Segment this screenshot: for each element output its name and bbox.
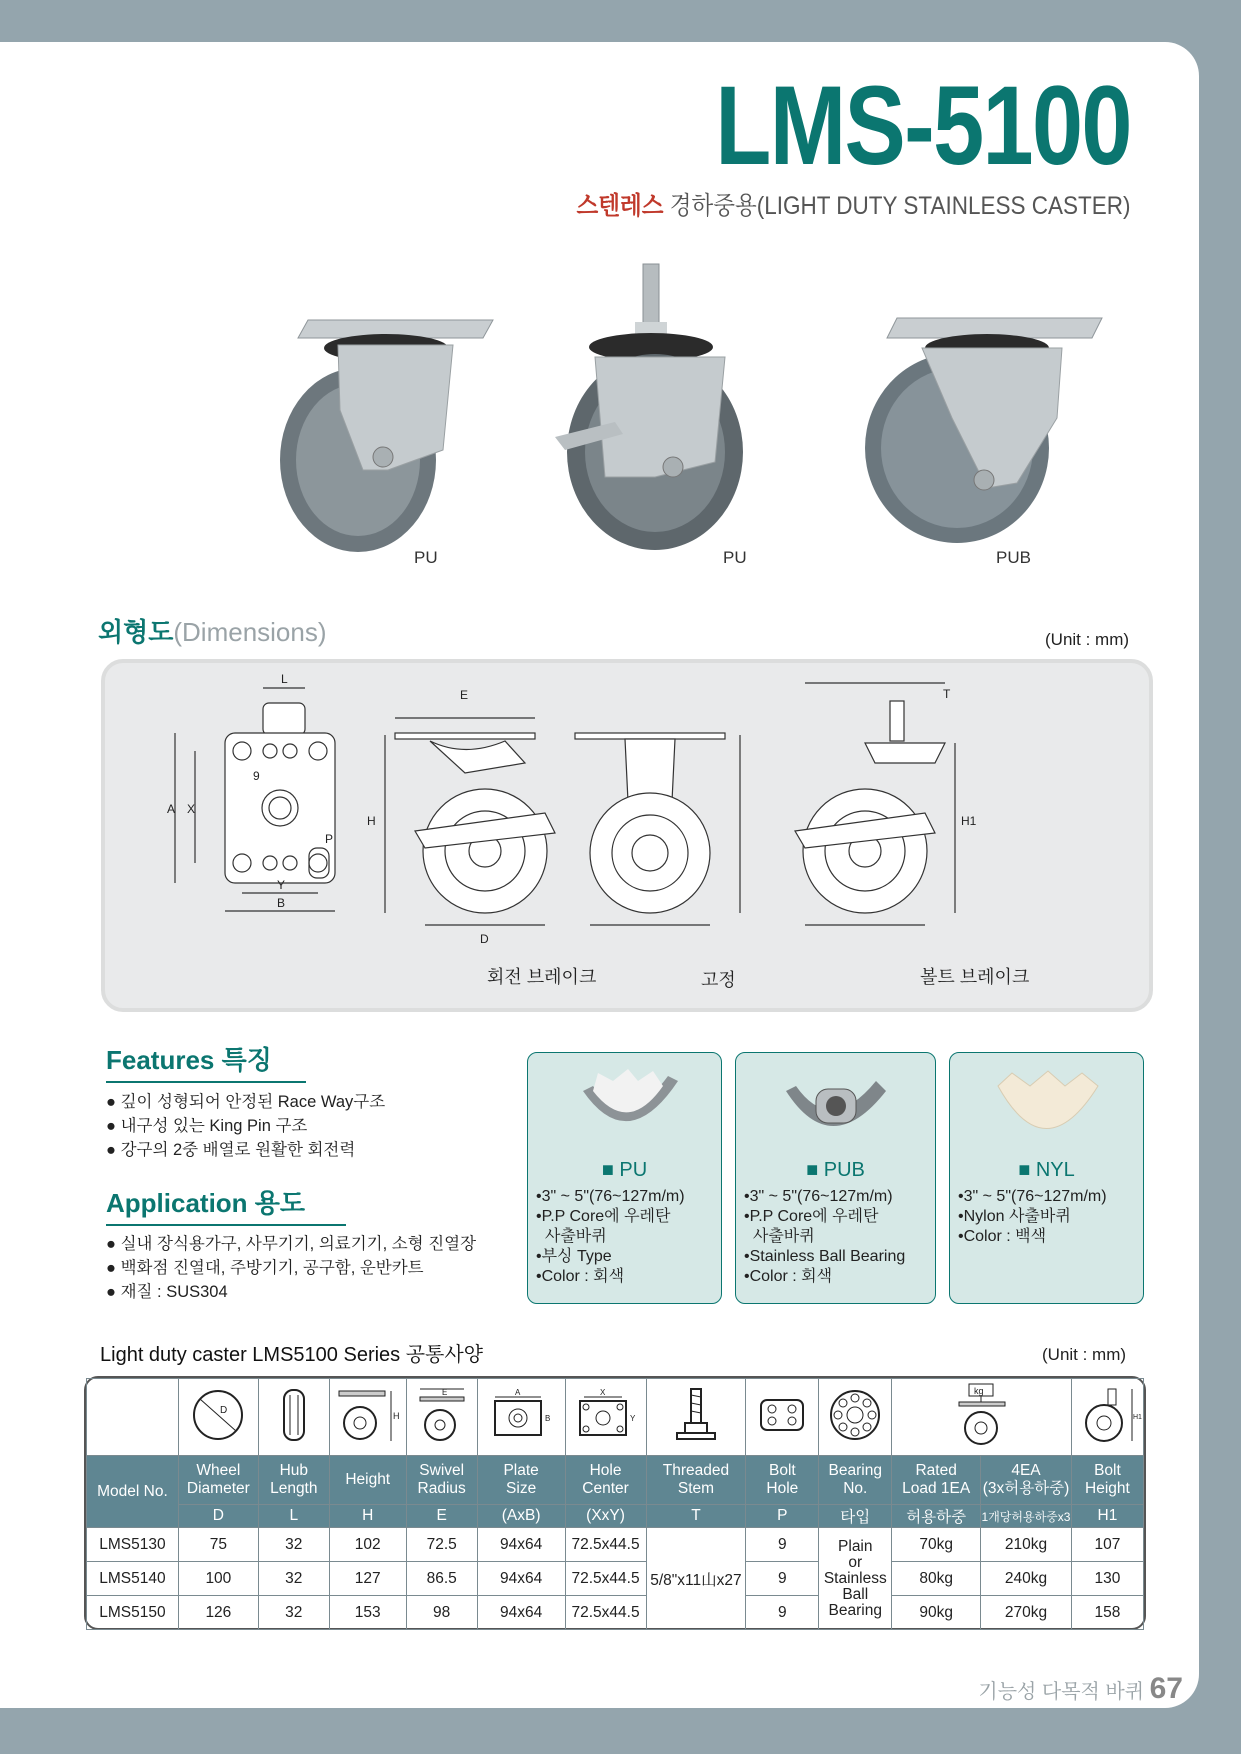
- subtitle-highlight: 스텐레스: [577, 192, 664, 220]
- subheader-cell: (XxY): [565, 1505, 646, 1528]
- swivel-radius-icon: [406, 1379, 477, 1456]
- caster-photo-3: [862, 298, 1107, 553]
- svg-text:B: B: [545, 1413, 551, 1423]
- card-spec-line: •Color : 회색: [536, 1268, 625, 1285]
- dim-label-L: L: [281, 672, 288, 686]
- dimension-drawings: [105, 663, 1141, 1000]
- cell-model: LMS5140: [87, 1562, 179, 1596]
- cell-4ea-load: 210kg: [981, 1528, 1072, 1562]
- photo-label-1: PU: [414, 548, 438, 567]
- cell-hub-length: 32: [258, 1528, 329, 1562]
- dimensions-title: [98, 612, 327, 649]
- application-item: ● 재질 : SUS304: [106, 1280, 476, 1304]
- bearing-line: Ball: [842, 1585, 869, 1603]
- height-icon: [329, 1379, 406, 1456]
- card-spec-line: •P.P Core에 우레탄: [536, 1208, 671, 1225]
- card-name: ■ NYL: [1018, 1159, 1075, 1181]
- cell-bolt-height: 158: [1071, 1596, 1143, 1630]
- card-spec-line: •P.P Core에 우레탄: [744, 1208, 879, 1225]
- page-footer: [978, 1672, 1183, 1706]
- spec-table-unit: (Unit : mm): [1042, 1345, 1127, 1364]
- dim-label-T: T: [943, 687, 951, 701]
- cell-hub-length: 32: [258, 1596, 329, 1630]
- header-cell: Hub Length: [258, 1456, 329, 1505]
- card-spec-line: •3" ~ 5"(76~127m/m): [536, 1188, 685, 1205]
- card-spec-line: •3" ~ 5"(76~127m/m): [744, 1188, 893, 1205]
- material-card-nyl: [949, 1052, 1144, 1304]
- svg-text:H1: H1: [1133, 1413, 1143, 1421]
- cell-diameter: 126: [178, 1596, 258, 1630]
- svg-text:kg: kg: [973, 1385, 984, 1396]
- application-list: [106, 1232, 476, 1304]
- page-title: LMS-5100: [715, 63, 1131, 188]
- header-cell: Height: [329, 1456, 406, 1505]
- dim-label-H1: H1: [961, 814, 977, 828]
- subtitle-text: 경하중용(LIGHT DUTY STAINLESS CASTER): [670, 192, 1131, 220]
- cell-bearing: [819, 1528, 892, 1630]
- card-name: ■ PU: [601, 1159, 648, 1181]
- application-item: ● 백화점 진열대, 주방기기, 공구함, 운반카트: [106, 1256, 476, 1280]
- application-item: ● 실내 장식용가구, 사무기기, 의료기기, 소형 진열장: [106, 1232, 476, 1256]
- bearing-line: Plain: [838, 1537, 873, 1555]
- caption-rigid: 고정: [701, 970, 736, 990]
- application-title: Application 용도: [106, 1183, 346, 1226]
- rated-load-icon: [892, 1379, 1072, 1456]
- bearing-icon: [819, 1379, 892, 1456]
- cell-hole-center: 72.5x44.5: [565, 1596, 646, 1630]
- caption-swivel-brake: 회전 브레이크: [487, 967, 597, 987]
- svg-text:E: E: [441, 1387, 448, 1397]
- card-spec-line: 사출바퀴: [744, 1228, 815, 1245]
- cell-plate-size: 94x64: [477, 1562, 565, 1596]
- cell-rated-load: 70kg: [892, 1528, 981, 1562]
- nyl-wheel-section-icon: [990, 1061, 1105, 1156]
- dim-label-H: H: [367, 814, 376, 828]
- cell-model: LMS5130: [87, 1528, 179, 1562]
- hub-length-icon: [258, 1379, 329, 1456]
- bearing-line: Stainless: [823, 1569, 887, 1587]
- cell-bolt-hole: 9: [746, 1596, 819, 1630]
- subheader-cell: H1: [1071, 1505, 1143, 1528]
- dimensions-unit: (Unit : mm): [1045, 630, 1130, 649]
- subheader-cell: 1개당허용하중x3: [981, 1505, 1072, 1528]
- features-list: [106, 1090, 385, 1162]
- caster-photo-2: [545, 262, 790, 557]
- cell-4ea-load: 270kg: [981, 1596, 1072, 1630]
- material-card-pub: [735, 1052, 936, 1304]
- feature-item: ● 내구성 있는 King Pin 구조: [106, 1114, 385, 1138]
- icon-cell-empty: [87, 1379, 179, 1456]
- header-cell: Bearing No.: [819, 1456, 892, 1505]
- subheader-row: [87, 1505, 1144, 1528]
- dim-label-A: A: [167, 802, 176, 816]
- subheader-cell: L: [258, 1505, 329, 1528]
- card-spec-line: 사출바퀴: [536, 1228, 607, 1245]
- cell-hub-length: 32: [258, 1562, 329, 1596]
- bolt-hole-icon: [746, 1379, 819, 1456]
- cell-rated-load: 80kg: [892, 1562, 981, 1596]
- cell-height: 153: [329, 1596, 406, 1630]
- header-cell: 4EA (3x허용하중): [981, 1456, 1072, 1505]
- subheader-cell: 타입: [819, 1505, 892, 1528]
- dim-label-Y: Y: [277, 878, 286, 892]
- table-row: [87, 1596, 1144, 1630]
- features-title: Features 특징: [106, 1040, 306, 1083]
- card-name: ■ PUB: [806, 1159, 865, 1181]
- cell-plate-size: 94x64: [477, 1596, 565, 1630]
- dim-label-E: E: [460, 688, 469, 702]
- wheel-diameter-icon: [178, 1379, 258, 1456]
- pu-wheel-section-icon: [573, 1061, 683, 1156]
- svg-text:H: H: [392, 1410, 400, 1421]
- card-spec-line: •Stainless Ball Bearing: [744, 1248, 906, 1265]
- dim-label-G: 9: [253, 769, 260, 783]
- header-cell: Swivel Radius: [406, 1456, 477, 1505]
- cell-model: LMS5150: [87, 1596, 179, 1630]
- spec-table-title: Light duty caster LMS5100 Series 공통사양: [100, 1344, 484, 1366]
- icon-row: [87, 1379, 1144, 1456]
- header-cell: Wheel Diameter: [178, 1456, 258, 1505]
- footer-text: 기능성 다목적 바퀴: [978, 1681, 1145, 1703]
- cell-height: 102: [329, 1528, 406, 1562]
- subheader-cell: (AxB): [477, 1505, 565, 1528]
- card-specs: [958, 1187, 1107, 1247]
- cell-height: 127: [329, 1562, 406, 1596]
- photo-label-3: PUB: [996, 548, 1031, 567]
- material-card-pu: [527, 1052, 722, 1304]
- cell-bolt-hole: 9: [746, 1528, 819, 1562]
- subheader-cell: P: [746, 1505, 819, 1528]
- cell-bolt-height: 107: [1071, 1528, 1143, 1562]
- cell-plate-size: 94x64: [477, 1528, 565, 1562]
- caption-bolt-brake: 볼트 브레이크: [920, 967, 1030, 987]
- cell-4ea-load: 240kg: [981, 1562, 1072, 1596]
- cell-bolt-height: 130: [1071, 1562, 1143, 1596]
- header-cell: Rated Load 1EA: [892, 1456, 981, 1505]
- header-model: Model No.: [87, 1456, 179, 1528]
- card-specs: [536, 1187, 685, 1287]
- dim-label-P: P: [325, 832, 334, 846]
- page-number: 67: [1149, 1672, 1183, 1705]
- subheader-cell: T: [646, 1505, 746, 1528]
- subheader-cell: H: [329, 1505, 406, 1528]
- bearing-line: or: [848, 1553, 863, 1571]
- cell-rated-load: 90kg: [892, 1596, 981, 1630]
- table-row: [87, 1528, 1144, 1562]
- plate-size-icon: [477, 1379, 565, 1456]
- cell-hole-center: 72.5x44.5: [565, 1528, 646, 1562]
- card-spec-line: •Color : 회색: [744, 1268, 833, 1285]
- feature-item: ● 깊이 성형되어 안정된 Race Way구조: [106, 1090, 385, 1114]
- cell-diameter: 100: [178, 1562, 258, 1596]
- header-cell: Threaded Stem: [646, 1456, 746, 1505]
- dim-label-X: X: [187, 802, 196, 816]
- pub-wheel-section-icon: [776, 1061, 896, 1156]
- hole-center-icon: [565, 1379, 646, 1456]
- spec-table: [84, 1376, 1146, 1630]
- cell-bolt-hole: 9: [746, 1562, 819, 1596]
- card-spec-line: •3" ~ 5"(76~127m/m): [958, 1188, 1107, 1205]
- page-subtitle: [577, 186, 1131, 222]
- card-spec-line: •부싱 Type: [536, 1248, 612, 1265]
- cell-swivel-radius: 98: [406, 1596, 477, 1630]
- dimensions-title-en: (Dimensions): [173, 617, 327, 647]
- header-cell: Bolt Height: [1071, 1456, 1143, 1505]
- bolt-height-icon: [1071, 1379, 1143, 1456]
- cell-swivel-radius: 72.5: [406, 1528, 477, 1562]
- header-cell: Bolt Hole: [746, 1456, 819, 1505]
- card-spec-line: •Color : 백색: [958, 1228, 1047, 1245]
- cell-diameter: 75: [178, 1528, 258, 1562]
- card-spec-line: •Nylon 사출바퀴: [958, 1208, 1071, 1225]
- cell-threaded-stem: 5/8"x11山x27: [646, 1528, 746, 1630]
- svg-text:D: D: [220, 1404, 228, 1416]
- subheader-cell: D: [178, 1505, 258, 1528]
- subheader-cell: E: [406, 1505, 477, 1528]
- dimensions-title-ko: 외형도: [98, 617, 174, 647]
- table-row: [87, 1562, 1144, 1596]
- threaded-stem-icon: [646, 1379, 746, 1456]
- cell-hole-center: 72.5x44.5: [565, 1562, 646, 1596]
- cell-swivel-radius: 86.5: [406, 1562, 477, 1596]
- header-cell: Plate Size: [477, 1456, 565, 1505]
- dim-label-B: B: [277, 896, 286, 910]
- card-specs: [744, 1187, 905, 1287]
- header-cell: Hole Center: [565, 1456, 646, 1505]
- header-row: [87, 1456, 1144, 1505]
- bearing-line: Bearing: [828, 1601, 882, 1619]
- subheader-cell: 허용하중: [892, 1505, 981, 1528]
- caster-photo-1: [268, 300, 498, 555]
- svg-text:X: X: [599, 1387, 605, 1397]
- svg-text:A: A: [515, 1387, 521, 1397]
- feature-item: ● 강구의 2중 배열로 원활한 회전력: [106, 1138, 385, 1162]
- dim-label-D: D: [480, 932, 489, 946]
- photo-label-2: PU: [723, 548, 747, 567]
- svg-text:Y: Y: [629, 1413, 635, 1423]
